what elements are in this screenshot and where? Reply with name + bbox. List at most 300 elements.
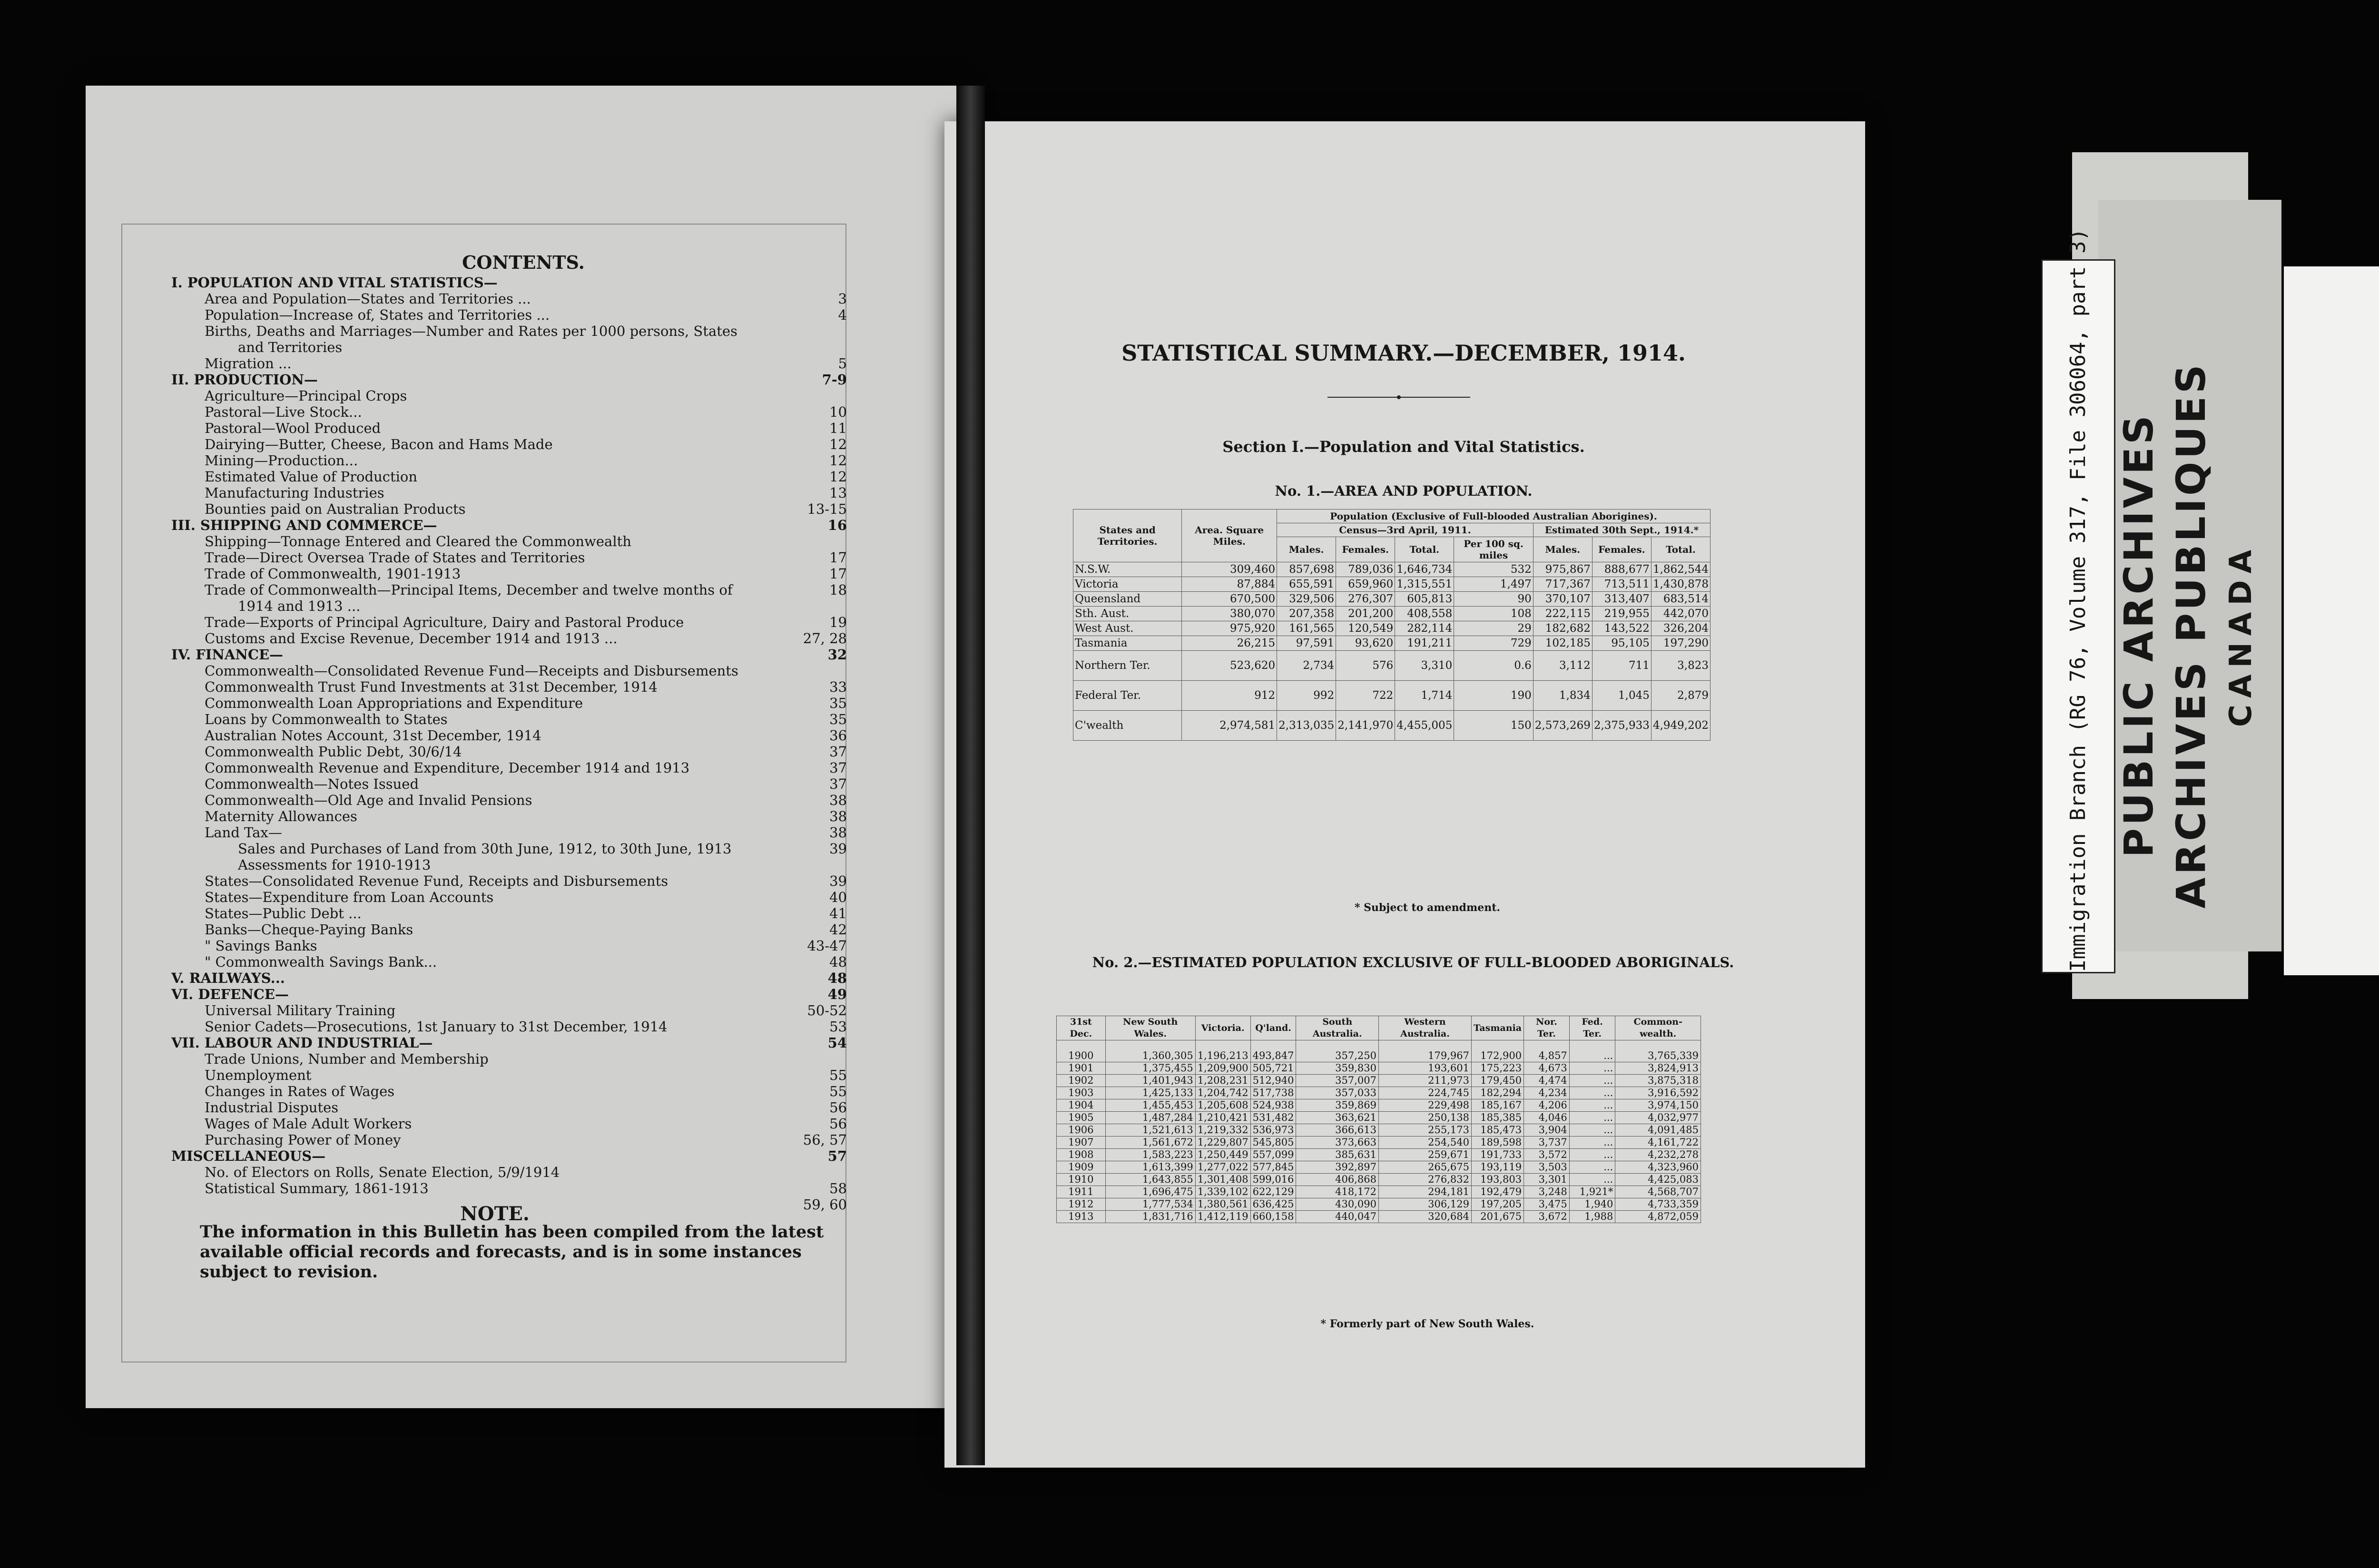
table-cell: 4,733,359 — [1615, 1198, 1701, 1211]
table-cell: 265,675 — [1379, 1161, 1472, 1174]
table-cell: 4,206 — [1524, 1099, 1570, 1112]
table-row — [1057, 1149, 1701, 1161]
contents-entry-text: " Savings Banks — [205, 938, 317, 954]
table-row — [1057, 1161, 1701, 1174]
table-row — [1057, 1112, 1701, 1124]
contents-entry-text: States—Consolidated Revenue Fund, Receipts and Disbursements — [205, 873, 668, 889]
contents-entry-text: Commonwealth—Old Age and Invalid Pensions — [205, 792, 532, 808]
stamp-line1: PUBLIC ARCHIVES — [2115, 412, 2162, 858]
header-census: Census—3rd April, 1911. — [1277, 523, 1534, 537]
table-cell: 1,229,807 — [1195, 1137, 1250, 1149]
table-cell: 406,868 — [1296, 1174, 1379, 1186]
header-estimated: Estimated 30th Sept., 1914.* — [1533, 523, 1710, 537]
table-cell: 1911 — [1057, 1186, 1106, 1198]
table-cell: 1912 — [1057, 1198, 1106, 1211]
contents-entry-text: Migration ... — [205, 355, 292, 372]
table-cell: ... — [1569, 1112, 1615, 1124]
contents-entry-text: IV. FINANCE— — [171, 647, 284, 663]
section-title: Section I.—Population and Vital Statistics. — [1222, 438, 1585, 456]
col-est-males: Males. — [1533, 537, 1592, 562]
table-cell: 254,540 — [1379, 1137, 1472, 1149]
table-cell: 1,988 — [1569, 1211, 1615, 1223]
table-cell: 259,671 — [1379, 1149, 1472, 1161]
contents-entry-text: Banks—Cheque-Paying Banks — [205, 921, 413, 938]
contents-entry-text: Area and Population—States and Territories ... — [205, 291, 531, 307]
contents-entry-page: 56, 57 — [803, 1132, 847, 1148]
contents-entry-page: 57 — [827, 1148, 847, 1164]
table-cell: 1,613,399 — [1105, 1161, 1195, 1174]
table-cell: 191,211 — [1395, 636, 1454, 651]
table-cell: 1,561,672 — [1105, 1137, 1195, 1149]
contents-entry-page: 59, 60 — [803, 1196, 847, 1213]
table-cell: 3,974,150 — [1615, 1099, 1701, 1112]
table-cell: ... — [1569, 1149, 1615, 1161]
table-cell: 4,032,977 — [1615, 1112, 1701, 1124]
table-cell: 3,823 — [1651, 651, 1710, 681]
table-cell: 276,307 — [1336, 592, 1395, 607]
table-cell: 357,250 — [1296, 1040, 1379, 1062]
contents-entry-page: 48 — [827, 970, 847, 986]
contents-entry-page: 56 — [829, 1099, 847, 1116]
table-cell: 363,621 — [1296, 1112, 1379, 1124]
contents-entry — [143, 695, 847, 711]
table-cell: 197,290 — [1651, 636, 1710, 651]
table-cell: 1,375,455 — [1105, 1062, 1195, 1075]
contents-entry — [143, 372, 847, 388]
table-cell: N.S.W. — [1073, 562, 1182, 577]
contents-entry-text: States—Expenditure from Loan Accounts — [205, 889, 494, 905]
table-cell: 87,884 — [1182, 577, 1277, 592]
contents-entry-page: 35 — [829, 695, 847, 711]
contents-entry — [143, 1083, 847, 1099]
table-cell: 1902 — [1057, 1075, 1106, 1087]
table-row — [1057, 1198, 1701, 1211]
contents-entry-page: 32 — [827, 647, 847, 663]
contents-entry — [143, 517, 847, 533]
contents-entry-text: Sales and Purchases of Land from 30th June, 1912, to 30th June, 1913 — [238, 841, 732, 857]
table-cell: 4,474 — [1524, 1075, 1570, 1087]
table-cell: 190 — [1454, 681, 1533, 711]
table-row — [1073, 607, 1711, 621]
contents-entry-text: Manufacturing Industries — [205, 485, 384, 501]
contents-entry — [143, 889, 847, 905]
contents-entry-page: 39 — [829, 841, 847, 857]
table-cell: 3,503 — [1524, 1161, 1570, 1174]
table-cell: 175,223 — [1471, 1062, 1524, 1075]
contents-entry-text: Purchasing Power of Money — [205, 1132, 401, 1148]
table-cell: 3,572 — [1524, 1149, 1570, 1161]
contents-entry-page: 33 — [829, 679, 847, 695]
table-cell: 320,684 — [1379, 1211, 1472, 1223]
contents-entry-page: 5 — [838, 355, 847, 372]
table-cell: 1,862,544 — [1651, 562, 1710, 577]
contents-entry — [143, 566, 847, 582]
contents-entry — [143, 1099, 847, 1116]
contents-entry — [143, 1051, 847, 1067]
contents-entry-text: Agriculture—Principal Crops — [205, 388, 407, 404]
table-header-cell: Fed. Ter. — [1569, 1016, 1615, 1040]
contents-entry — [143, 663, 847, 679]
contents-entry-text: Statistical Summary, 1861-1913 — [205, 1180, 429, 1196]
contents-entry — [143, 792, 847, 808]
contents-entry — [143, 744, 847, 760]
table-header-cell: Nor. Ter. — [1524, 1016, 1570, 1040]
table-cell: 729 — [1454, 636, 1533, 651]
table-cell: Queensland — [1073, 592, 1182, 607]
contents-entry — [143, 614, 847, 630]
contents-entry-text: V. RAILWAYS... — [171, 970, 285, 986]
contents-entry — [143, 1002, 847, 1019]
archive-label-text: Immigration Branch (RG 76, Volume 317, File 306064, part 3) — [2066, 228, 2090, 972]
table-row — [1057, 1087, 1701, 1099]
table-row — [1057, 1137, 1701, 1149]
table-cell: ... — [1569, 1087, 1615, 1099]
table-row — [1073, 592, 1711, 607]
table-cell: 660,158 — [1250, 1211, 1296, 1223]
contents-entry-text: VI. DEFENCE— — [171, 986, 289, 1002]
table-cell: 912 — [1182, 681, 1277, 711]
table-cell: 888,677 — [1592, 562, 1651, 577]
table-row — [1057, 1186, 1701, 1198]
contents-entry-page: 58 — [829, 1180, 847, 1196]
table-cell: 306,129 — [1379, 1198, 1472, 1211]
table-cell: 4,455,005 — [1395, 711, 1454, 741]
contents-entry — [143, 404, 847, 420]
table-cell: 1,277,022 — [1195, 1161, 1250, 1174]
table-cell: 2,734 — [1277, 651, 1336, 681]
contents-entry-page: 53 — [829, 1019, 847, 1035]
table-cell: ... — [1569, 1075, 1615, 1087]
archive-tab-white — [2284, 266, 2379, 975]
contents-entry-page: 13 — [829, 485, 847, 501]
contents-entry — [143, 388, 847, 404]
table-cell: 4,232,278 — [1615, 1149, 1701, 1161]
stamp-line2: ARCHIVES PUBLIQUES — [2168, 362, 2214, 909]
contents-entry-page: 27, 28 — [803, 630, 847, 647]
table-cell: 224,745 — [1379, 1087, 1472, 1099]
table-cell: 26,215 — [1182, 636, 1277, 651]
table-cell: 143,522 — [1592, 621, 1651, 636]
table-cell: 3,112 — [1533, 651, 1592, 681]
contents-entry — [143, 857, 847, 873]
contents-entry — [143, 339, 847, 355]
table-cell: 150 — [1454, 711, 1533, 741]
contents-entry — [143, 921, 847, 938]
table-cell: 3,248 — [1524, 1186, 1570, 1198]
contents-entry-text: VII. LABOUR AND INDUSTRIAL— — [171, 1035, 433, 1051]
contents-entry — [143, 760, 847, 776]
contents-entry — [143, 954, 847, 970]
table-cell: 193,601 — [1379, 1062, 1472, 1075]
contents-entry — [143, 647, 847, 663]
contents-entry-text: Maternity Allowances — [205, 808, 357, 824]
table-cell: 3,301 — [1524, 1174, 1570, 1186]
summary-title: STATISTICAL SUMMARY.—DECEMBER, 1914. — [1121, 340, 1686, 366]
table-cell: 2,974,581 — [1182, 711, 1277, 741]
contents-entry-text: Changes in Rates of Wages — [205, 1083, 395, 1099]
contents-entry-text: Wages of Male Adult Workers — [205, 1116, 412, 1132]
table-cell: 179,967 — [1379, 1040, 1472, 1062]
contents-entry-text: Pastoral—Live Stock... — [205, 404, 362, 420]
table-cell: 185,167 — [1471, 1099, 1524, 1112]
contents-entry-text: 1914 and 1913 ... — [238, 598, 361, 614]
table-cell: 1,583,223 — [1105, 1149, 1195, 1161]
table-cell: 1,315,551 — [1395, 577, 1454, 592]
table-cell: 1904 — [1057, 1099, 1106, 1112]
table-cell: 211,973 — [1379, 1075, 1472, 1087]
contents-entry-text: Bounties paid on Australian Products — [205, 501, 466, 517]
col-females: Females. — [1336, 537, 1395, 562]
contents-entry-text: I. POPULATION AND VITAL STATISTICS— — [171, 274, 498, 291]
contents-entry-text: Trade Unions, Number and Membership — [205, 1051, 489, 1067]
table-cell: West Aust. — [1073, 621, 1182, 636]
col-total: Total. — [1395, 537, 1454, 562]
table-cell: 789,036 — [1336, 562, 1395, 577]
table-cell: 329,506 — [1277, 592, 1336, 607]
table-row — [1057, 1211, 1701, 1223]
header-states: States and Territories. — [1073, 510, 1182, 562]
table-cell: 1,412,119 — [1195, 1211, 1250, 1223]
contents-entry-page: 18 — [829, 582, 847, 598]
table-cell: 3,475 — [1524, 1198, 1570, 1211]
table-row — [1073, 651, 1711, 681]
table-cell: 380,070 — [1182, 607, 1277, 621]
table-cell: 4,161,722 — [1615, 1137, 1701, 1149]
table-cell: ... — [1569, 1062, 1615, 1075]
table-cell: C'wealth — [1073, 711, 1182, 741]
table-cell: 440,047 — [1296, 1211, 1379, 1223]
note-text: The information in this Bulletin has been compiled from the latest available official records and forecasts, and is in some instances subject to revision. — [200, 1222, 824, 1282]
table-cell: 975,920 — [1182, 621, 1277, 636]
contents-entry — [143, 501, 847, 517]
table-cell: 430,090 — [1296, 1198, 1379, 1211]
table2-footnote: * Formerly part of New South Wales. — [1320, 1318, 1534, 1330]
table-header-cell: South Australia. — [1296, 1016, 1379, 1040]
table-cell: 636,425 — [1250, 1198, 1296, 1211]
table-row — [1073, 562, 1711, 577]
table-cell: 193,803 — [1471, 1174, 1524, 1186]
contents-entry-text: " Commonwealth Savings Bank... — [205, 954, 437, 970]
table-cell: ... — [1569, 1174, 1615, 1186]
table-cell: 545,805 — [1250, 1137, 1296, 1149]
contents-entry-page: 17 — [829, 566, 847, 582]
table-cell: 722 — [1336, 681, 1395, 711]
table-cell: 4,872,059 — [1615, 1211, 1701, 1223]
table-header-cell: Tasmania — [1471, 1016, 1524, 1040]
table-cell: 512,940 — [1250, 1075, 1296, 1087]
table-cell: 1,643,855 — [1105, 1174, 1195, 1186]
contents-entry-page: 41 — [829, 905, 847, 921]
contents-entry-page: 43-47 — [807, 938, 847, 954]
table-cell: 3,916,592 — [1615, 1087, 1701, 1099]
contents-entry-page: 49 — [827, 986, 847, 1002]
table-cell: 179,450 — [1471, 1075, 1524, 1087]
table-cell: 1,360,305 — [1105, 1040, 1195, 1062]
contents-entry-text: Dairying—Butter, Cheese, Bacon and Hams Made — [205, 436, 553, 452]
contents-entry — [143, 1035, 847, 1051]
table-cell: 524,938 — [1250, 1099, 1296, 1112]
table-cell: 191,733 — [1471, 1149, 1524, 1161]
contents-entry-page: 19 — [829, 614, 847, 630]
contents-entry — [143, 711, 847, 727]
right-page — [944, 121, 1865, 1468]
table-cell: 1,696,475 — [1105, 1186, 1195, 1198]
contents-entry-text: Births, Deaths and Marriages—Number and Rates per 1000 persons, States — [205, 323, 737, 339]
table-cell: ... — [1569, 1124, 1615, 1137]
table-cell: 282,114 — [1395, 621, 1454, 636]
contents-entry — [143, 452, 847, 469]
contents-entry-page: 17 — [829, 549, 847, 566]
table-cell: 182,682 — [1533, 621, 1592, 636]
table-cell: 1,209,900 — [1195, 1062, 1250, 1075]
table-cell: 189,598 — [1471, 1137, 1524, 1149]
table-cell: 2,573,269 — [1533, 711, 1592, 741]
table-cell: 717,367 — [1533, 577, 1592, 592]
table-row — [1073, 577, 1711, 592]
table-cell: 605,813 — [1395, 592, 1454, 607]
table-header-cell: New South Wales. — [1105, 1016, 1195, 1040]
table1-title: No. 1.—AREA AND POPULATION. — [1275, 483, 1533, 499]
table-cell: 29 — [1454, 621, 1533, 636]
table-cell: 392,897 — [1296, 1161, 1379, 1174]
col-per-sq-miles: Per 100 sq. miles — [1454, 537, 1533, 562]
contents-entry-text: Trade of Commonwealth, 1901-1913 — [205, 566, 461, 582]
table-cell: 193,119 — [1471, 1161, 1524, 1174]
contents-entry-page: 37 — [829, 776, 847, 792]
table-cell: 992 — [1277, 681, 1336, 711]
contents-entry — [143, 323, 847, 339]
table-cell: 1,250,449 — [1195, 1149, 1250, 1161]
header-population: Population (Exclusive of Full-blooded Australian Aborigines). — [1277, 510, 1711, 523]
contents-entry-page: 7-9 — [822, 372, 847, 388]
table-cell: 229,498 — [1379, 1099, 1472, 1112]
table-cell: 418,172 — [1296, 1186, 1379, 1198]
table-cell: ... — [1569, 1137, 1615, 1149]
table-cell: 309,460 — [1182, 562, 1277, 577]
table-cell: 357,033 — [1296, 1087, 1379, 1099]
table-cell: 3,875,318 — [1615, 1075, 1701, 1087]
table-cell: 3,824,913 — [1615, 1062, 1701, 1075]
contents-entry-text: Loans by Commonwealth to States — [205, 711, 448, 727]
contents-list — [143, 274, 847, 1213]
contents-section — [143, 252, 847, 1282]
table-cell: 1908 — [1057, 1149, 1106, 1161]
contents-entry — [143, 469, 847, 485]
contents-entry-page: 48 — [829, 954, 847, 970]
contents-entry — [143, 727, 847, 744]
table-cell: 3,765,339 — [1615, 1040, 1701, 1062]
table-row — [1057, 1062, 1701, 1075]
table-cell: 370,107 — [1533, 592, 1592, 607]
contents-entry-text: Commonwealth—Notes Issued — [205, 776, 419, 792]
table1-footnote: * Subject to amendment. — [1354, 902, 1501, 914]
table-cell: 505,721 — [1250, 1062, 1296, 1075]
contents-entry-page: 38 — [829, 808, 847, 824]
table-cell: 1906 — [1057, 1124, 1106, 1137]
table-cell: 108 — [1454, 607, 1533, 621]
table-cell: 3,904 — [1524, 1124, 1570, 1137]
contents-entry — [143, 533, 847, 549]
contents-title: CONTENTS. — [462, 252, 585, 273]
contents-entry-page: 42 — [829, 921, 847, 938]
table-cell: 1,714 — [1395, 681, 1454, 711]
contents-entry-page: 37 — [829, 744, 847, 760]
table-cell: 366,613 — [1296, 1124, 1379, 1137]
col-est-total: Total. — [1651, 537, 1710, 562]
table-cell: 1,521,613 — [1105, 1124, 1195, 1137]
table-cell: 713,511 — [1592, 577, 1651, 592]
archive-file-label — [2041, 228, 2115, 973]
contents-entry-text: III. SHIPPING AND COMMERCE— — [171, 517, 437, 533]
table-cell: 2,375,933 — [1592, 711, 1651, 741]
table1-body — [1073, 562, 1711, 741]
table-cell: Victoria — [1073, 577, 1182, 592]
table-cell: 557,099 — [1250, 1149, 1296, 1161]
table-cell: ... — [1569, 1099, 1615, 1112]
contents-entry — [143, 436, 847, 452]
contents-entry-page: 10 — [829, 404, 847, 420]
table-cell: 3,310 — [1395, 651, 1454, 681]
table-cell: 185,473 — [1471, 1124, 1524, 1137]
contents-entry-text: Population—Increase of, States and Territories ... — [205, 307, 550, 323]
table-cell: 599,016 — [1250, 1174, 1296, 1186]
contents-entry-text: Australian Notes Account, 31st December, 1914 — [205, 727, 541, 744]
contents-entry — [143, 355, 847, 372]
contents-entry-text: Trade of Commonwealth—Principal Items, December and twelve months of — [205, 582, 733, 598]
table-cell: 1,455,453 — [1105, 1099, 1195, 1112]
contents-entry — [143, 970, 847, 986]
table-row — [1057, 1124, 1701, 1137]
table-cell: 1,380,561 — [1195, 1198, 1250, 1211]
contents-entry-text: Land Tax— — [205, 824, 282, 841]
table-row — [1073, 621, 1711, 636]
contents-entry-text: No. of Electors on Rolls, Senate Election, 5/9/1914 — [205, 1164, 560, 1180]
contents-entry — [143, 420, 847, 436]
table-cell: 576 — [1336, 651, 1395, 681]
contents-entry — [143, 841, 847, 857]
contents-entry-text: Pastoral—Wool Produced — [205, 420, 381, 436]
contents-entry — [143, 824, 847, 841]
table-cell: 255,173 — [1379, 1124, 1472, 1137]
contents-entry-page: 4 — [838, 307, 847, 323]
contents-entry — [143, 274, 847, 291]
contents-entry — [143, 291, 847, 307]
table-cell: 577,845 — [1250, 1161, 1296, 1174]
contents-entry — [143, 1164, 847, 1180]
table-cell: 1,045 — [1592, 681, 1651, 711]
table-cell: 4,234 — [1524, 1087, 1570, 1099]
contents-entry-page: 55 — [829, 1067, 847, 1083]
table-cell: 219,955 — [1592, 607, 1651, 621]
contents-entry-page: 40 — [829, 889, 847, 905]
contents-entry-text: Commonwealth Revenue and Expenditure, December 1914 and 1913 — [205, 760, 690, 776]
contents-entry — [143, 1148, 847, 1164]
contents-entry-page: 55 — [829, 1083, 847, 1099]
table-cell: 1,401,943 — [1105, 1075, 1195, 1087]
area-population-table — [1073, 509, 1711, 741]
table-cell: 683,514 — [1651, 592, 1710, 607]
table-cell: 1,196,213 — [1195, 1040, 1250, 1062]
table-cell: 1,777,534 — [1105, 1198, 1195, 1211]
contents-entry-text: Unemployment — [205, 1067, 312, 1083]
contents-entry — [143, 679, 847, 695]
table-cell: 359,869 — [1296, 1099, 1379, 1112]
contents-entry — [143, 1019, 847, 1035]
table-cell: 4,857 — [1524, 1040, 1570, 1062]
table-cell: 523,620 — [1182, 651, 1277, 681]
contents-entry-text: Commonwealth—Consolidated Revenue Fund—Receipts and Disbursements — [205, 663, 738, 679]
book-gutter — [956, 86, 985, 1465]
